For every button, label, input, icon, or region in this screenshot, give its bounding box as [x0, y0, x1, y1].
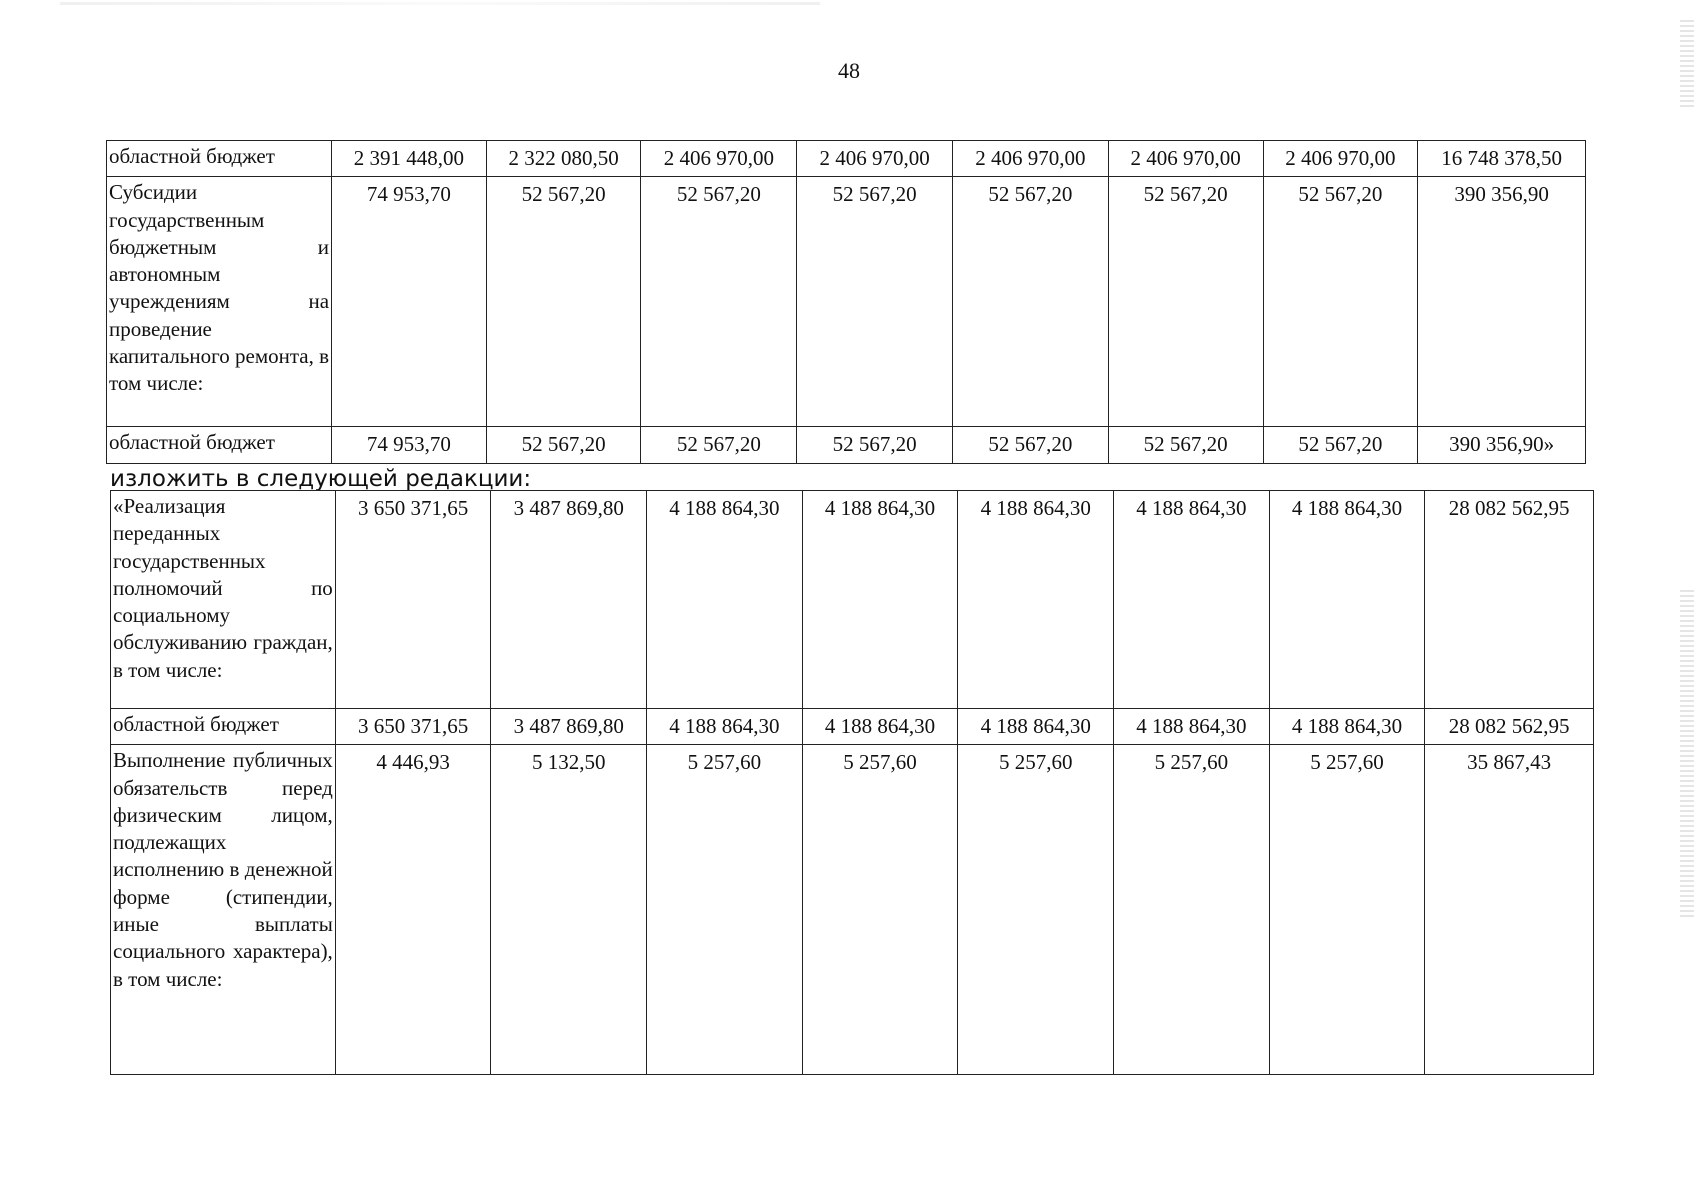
cell-value: 4 188 864,30 [1114, 491, 1270, 709]
budget-table-new [110, 490, 1594, 1075]
cell-value: 52 567,20 [1108, 427, 1263, 463]
table-row [107, 141, 1586, 177]
table-row [107, 177, 1586, 427]
cell-value: 5 257,60 [1114, 745, 1270, 1075]
cell-value: 4 188 864,30 [647, 709, 803, 745]
budget-table-old [106, 140, 1586, 464]
cell-value: 52 567,20 [1108, 177, 1263, 427]
row-label: Выполнение публичных обязательств перед физическим лицом, подлежащих исполнению в денежной форме (стипендии, иные выплаты социального характера), в том числе: [111, 745, 336, 1075]
cell-value: 52 567,20 [641, 177, 797, 427]
cell-value: 52 567,20 [486, 427, 641, 463]
cell-value: 5 132,50 [491, 745, 647, 1075]
row-label: Субсидии государственным бюджетным и автономным учреждениям на проведение капитального ремонта, в том числе: [107, 177, 332, 427]
page-number: 48 [838, 58, 860, 83]
cell-total: 28 082 562,95 [1425, 709, 1594, 745]
cell-value: 52 567,20 [486, 177, 641, 427]
cell-value: 52 567,20 [1263, 427, 1418, 463]
cell-value: 4 446,93 [335, 745, 491, 1075]
scan-edge-mark [1680, 590, 1694, 920]
cell-value: 4 188 864,30 [1269, 709, 1425, 745]
cell-total: 28 082 562,95 [1425, 491, 1594, 709]
cell-value: 3 487 869,80 [491, 491, 647, 709]
row-label: областной бюджет [107, 427, 332, 463]
cell-value: 2 406 970,00 [953, 141, 1109, 177]
cell-total: 35 867,43 [1425, 745, 1594, 1075]
cell-value: 52 567,20 [953, 177, 1109, 427]
cell-value: 2 406 970,00 [641, 141, 797, 177]
cell-value: 74 953,70 [332, 177, 487, 427]
cell-value: 52 567,20 [641, 427, 797, 463]
cell-value: 2 391 448,00 [332, 141, 487, 177]
cell-value: 52 567,20 [953, 427, 1109, 463]
cell-value: 3 650 371,65 [335, 709, 491, 745]
row-label: областной бюджет [111, 709, 336, 745]
table-row [111, 709, 1594, 745]
cell-value: 4 188 864,30 [958, 709, 1114, 745]
cell-value: 4 188 864,30 [1269, 491, 1425, 709]
cell-total: 16 748 378,50 [1418, 141, 1586, 177]
row-label: «Реализация переданных государственных полномочий по социальному обслуживанию граждан, в том числе: [111, 491, 336, 709]
transition-text: изложить в следующей редакции: [110, 466, 532, 492]
cell-value: 74 953,70 [332, 427, 487, 463]
cell-total: 390 356,90 [1418, 177, 1586, 427]
cell-value: 5 257,60 [647, 745, 803, 1075]
cell-value: 52 567,20 [797, 177, 953, 427]
table-row [107, 427, 1586, 463]
cell-value: 5 257,60 [1269, 745, 1425, 1075]
row-label: областной бюджет [107, 141, 332, 177]
scan-artifact [60, 2, 820, 5]
table-row [111, 745, 1594, 1075]
cell-value: 4 188 864,30 [802, 709, 958, 745]
cell-total: 390 356,90» [1418, 427, 1586, 463]
cell-value: 2 322 080,50 [486, 141, 641, 177]
cell-value: 4 188 864,30 [647, 491, 803, 709]
cell-value: 52 567,20 [1263, 177, 1418, 427]
cell-value: 5 257,60 [802, 745, 958, 1075]
table-row [111, 491, 1594, 709]
cell-value: 52 567,20 [797, 427, 953, 463]
cell-value: 4 188 864,30 [802, 491, 958, 709]
cell-value: 4 188 864,30 [1114, 709, 1270, 745]
cell-value: 3 650 371,65 [335, 491, 491, 709]
cell-value: 2 406 970,00 [1108, 141, 1263, 177]
cell-value: 3 487 869,80 [491, 709, 647, 745]
cell-value: 2 406 970,00 [1263, 141, 1418, 177]
cell-value: 2 406 970,00 [797, 141, 953, 177]
cell-value: 4 188 864,30 [958, 491, 1114, 709]
cell-value: 5 257,60 [958, 745, 1114, 1075]
